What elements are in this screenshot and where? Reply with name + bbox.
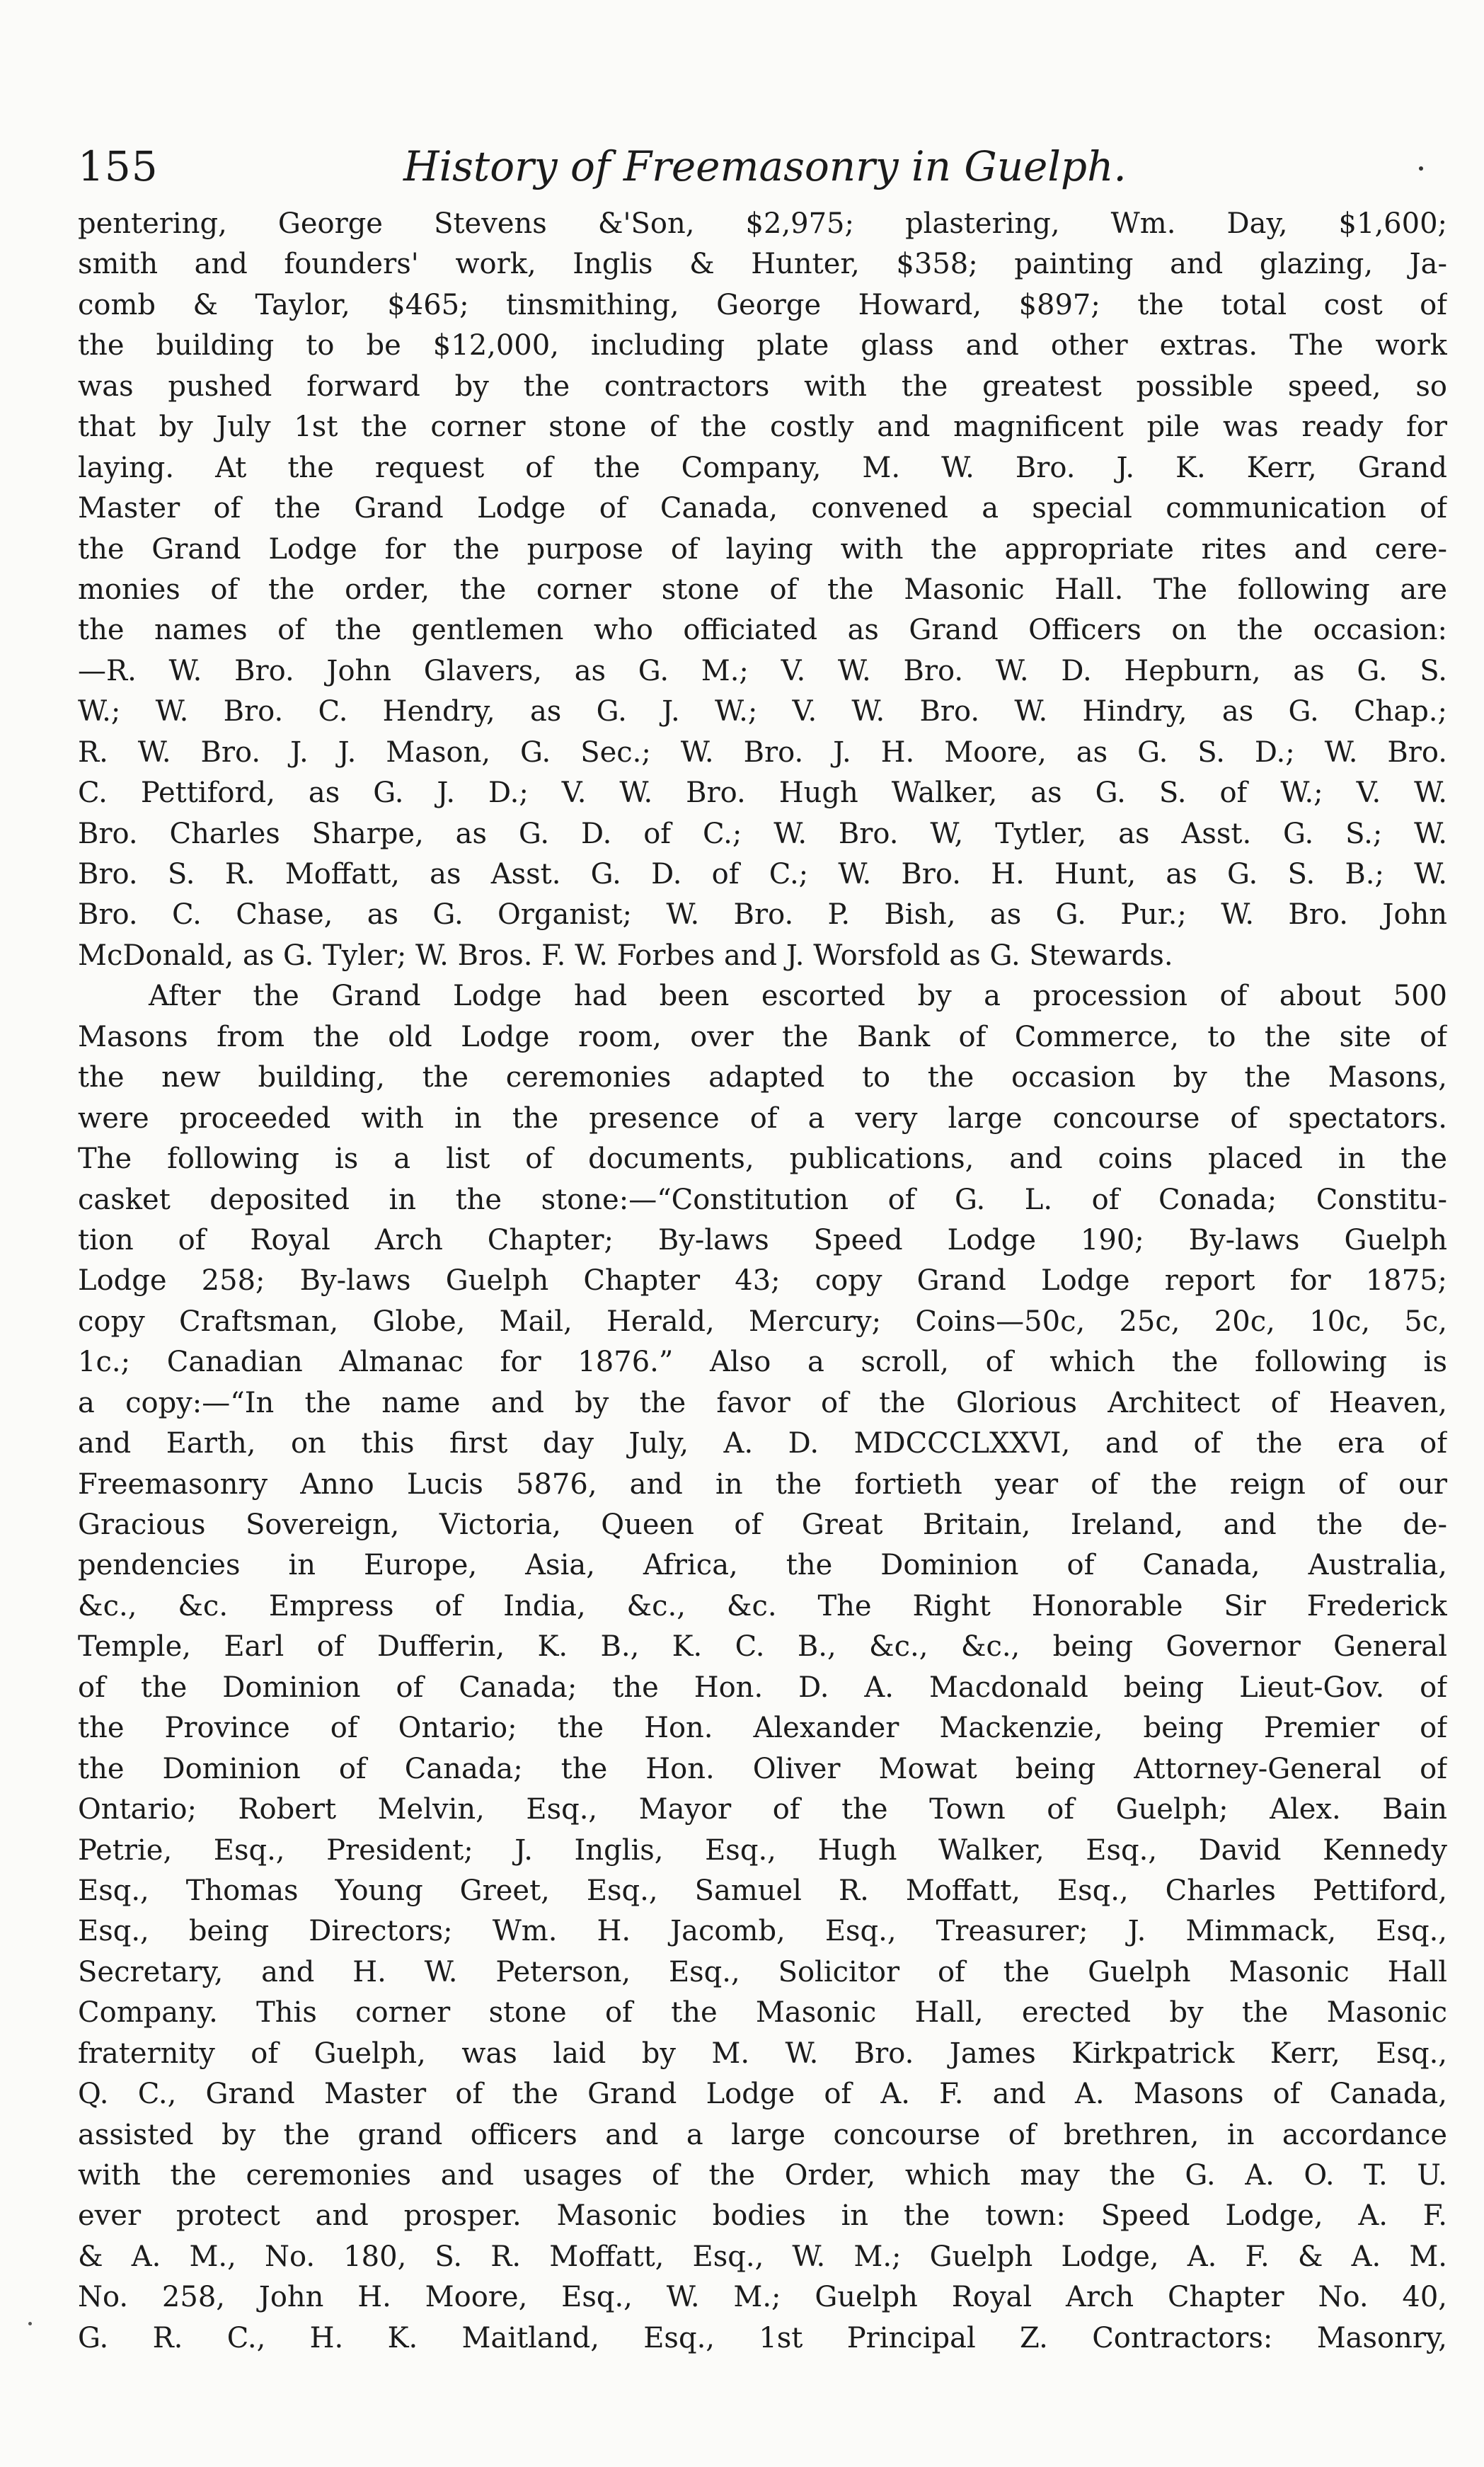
text-line: Masons from the old Lodge room, over the Bank of Commerce, to the site of xyxy=(78,1020,1447,1053)
text-line: C. Pettiford, as G. J. D.; V. W. Bro. Hugh Walker, as G. S. of W.; V. W. xyxy=(78,777,1447,810)
text-line: &c., &c. Empress of India, &c., &c. The Right Honorable Sir Frederick xyxy=(78,1589,1447,1622)
text-line: monies of the order, the corner stone of the Masonic Hall. The following are xyxy=(78,573,1447,606)
text-line: smith and founders' work, Inglis & Hunter, $358; painting and glazing, Ja- xyxy=(78,248,1447,281)
text-line: laying. At the request of the Company, M. W. Bro. J. K. Kerr, Grand xyxy=(78,451,1447,484)
text-line: Temple, Earl of Dufferin, K. B., K. C. B., &c., &c., being Governor General xyxy=(78,1630,1447,1664)
ink-speck xyxy=(1419,166,1423,171)
text-line: & A. M., No. 180, S. R. Moffatt, Esq., W. M.; Guelph Lodge, A. F. & A. M. xyxy=(78,2240,1447,2273)
text-line xyxy=(78,2359,1447,2399)
text-line: —R. W. Bro. John Glavers, as G. M.; V. W. Bro. W. D. Hepburn, as G. S. xyxy=(78,654,1447,687)
text-line: R. W. Bro. J. J. Mason, G. Sec.; W. Bro. J. H. Moore, as G. S. D.; W. Bro. xyxy=(78,735,1447,769)
text-line: G. R. C., H. K. Maitland, Esq., 1st Principal Z. Contractors: Masonry, xyxy=(78,2321,1447,2354)
text-line: was pushed forward by the contractors with the greatest possible speed, so xyxy=(78,370,1447,403)
text-line: Lodge 258; By-laws Guelph Chapter 43; copy Grand Lodge report for 1875; xyxy=(78,1264,1447,1298)
text-line: pentering, George Stevens &'Son, $2,975; plastering, Wm. Day, $1,600; xyxy=(78,207,1447,240)
text-line: tion of Royal Arch Chapter; By-laws Speed Lodge 190; By-laws Guelph xyxy=(78,1223,1447,1257)
text-line: McDonald, as G. Tyler; W. Bros. F. W. Forbes and J. Worsfold as G. Stewards. xyxy=(78,939,1173,972)
text-line: 1c.; Canadian Almanac for 1876.” Also a scroll, of which the following is xyxy=(78,1346,1447,1379)
text-line: comb & Taylor, $465; tinsmithing, George Howard, $897; the total cost of xyxy=(78,288,1447,321)
text-line: Master of the Grand Lodge of Canada, convened a special communication of xyxy=(78,492,1447,525)
text-line: The following is a list of documents, publications, and coins placed in the xyxy=(78,1143,1447,1176)
text-line: were proceeded with in the presence of a very large concourse of spectators. xyxy=(78,1101,1447,1135)
text-line: Petrie, Esq., President; J. Inglis, Esq., Hugh Walker, Esq., David Kennedy xyxy=(78,1833,1447,1867)
text-line: After the Grand Lodge had been escorted by a procession of about 500 xyxy=(149,980,1447,1013)
text-line: pendencies in Europe, Asia, Africa, the Dominion of Canada, Australia, xyxy=(78,1549,1447,1582)
text-line: Esq., Thomas Young Greet, Esq., Samuel R. Moffatt, Esq., Charles Pettiford, xyxy=(78,1874,1447,1907)
text-line: copy Craftsman, Globe, Mail, Herald, Mercury; Coins—50c, 25c, 20c, 10c, 5c, xyxy=(78,1305,1447,1338)
page-header xyxy=(78,134,1458,198)
body-text xyxy=(78,204,1447,2400)
text-line: Company. This corner stone of the Masonic Hall, erected by the Masonic xyxy=(78,1996,1447,2030)
text-line: ever protect and prosper. Masonic bodies in the town: Speed Lodge, A. F. xyxy=(78,2199,1447,2233)
text-line: that by July 1st the corner stone of the costly and magnificent pile was ready for xyxy=(78,411,1447,444)
text-line: Bro. Charles Sharpe, as G. D. of C.; W. Bro. W, Tytler, as Asst. G. S.; W. xyxy=(78,817,1447,850)
text-line: the building to be $12,000, including plate glass and other extras. The work xyxy=(78,329,1447,362)
text-line: Bro. C. Chase, as G. Organist; W. Bro. P. Bish, as G. Pur.; W. Bro. John xyxy=(78,898,1447,932)
text-line: the new building, the ceremonies adapted to the occasion by the Masons, xyxy=(78,1061,1447,1094)
text-line: assisted by the grand officers and a large concourse of brethren, in accordance xyxy=(78,2118,1447,2151)
text-line: the Province of Ontario; the Hon. Alexander Mackenzie, being Premier of xyxy=(78,1712,1447,1745)
text-line: the Dominion of Canada; the Hon. Oliver Mowat being Attorney-General of xyxy=(78,1752,1447,1785)
text-line: Ontario; Robert Melvin, Esq., Mayor of the Town of Guelph; Alex. Bain xyxy=(78,1793,1447,1826)
text-line: Q. C., Grand Master of the Grand Lodge of A. F. and A. Masons of Canada, xyxy=(78,2078,1447,2111)
text-line: fraternity of Guelph, was laid by M. W. Bro. James Kirkpatrick Kerr, Esq., xyxy=(78,2037,1447,2070)
text-line: the names of the gentlemen who officiated as Grand Officers on the occasion: xyxy=(78,614,1447,647)
text-line: Bro. S. R. Moffatt, as Asst. G. D. of C.; W. Bro. H. Hunt, as G. S. B.; W. xyxy=(78,858,1447,891)
text-line: Freemasonry Anno Lucis 5876, and in the fortieth year of the reign of our xyxy=(78,1467,1447,1501)
ink-speck xyxy=(28,2322,32,2325)
text-line: Gracious Sovereign, Victoria, Queen of Great Britain, Ireland, and the de- xyxy=(78,1509,1447,1541)
text-line: W.; W. Bro. C. Hendry, as G. J. W.; V. W. Bro. W. Hindry, as G. Chap.; xyxy=(78,695,1447,728)
text-line: with the ceremonies and usages of the Order, which may the G. A. O. T. U. xyxy=(78,2159,1447,2192)
running-title: History of Freemasonry in Guelph. xyxy=(403,142,1127,190)
text-line: No. 258, John H. Moore, Esq., W. M.; Guelph Royal Arch Chapter No. 40, xyxy=(78,2281,1447,2314)
text-line: Esq., being Directors; Wm. H. Jacomb, Esq., Treasurer; J. Mimmack, Esq., xyxy=(78,1915,1447,1948)
text-line: Secretary, and H. W. Peterson, Esq., Solicitor of the Guelph Masonic Hall xyxy=(78,1955,1447,1988)
page-number: 155 xyxy=(78,142,159,190)
text-line: and Earth, on this first day July, A. D. MDCCCLXXVI, and of the era of xyxy=(78,1427,1447,1460)
text-line: a copy:—“In the name and by the favor of the Glorious Architect of Heaven, xyxy=(78,1386,1447,1419)
text-line: casket deposited in the stone:—“Constitution of G. L. of Conada; Constitu- xyxy=(78,1183,1447,1216)
text-line: the Grand Lodge for the purpose of laying with the appropriate rites and cere- xyxy=(78,532,1447,566)
text-line: of the Dominion of Canada; the Hon. D. A. Macdonald being Lieut-Gov. of xyxy=(78,1671,1447,1704)
